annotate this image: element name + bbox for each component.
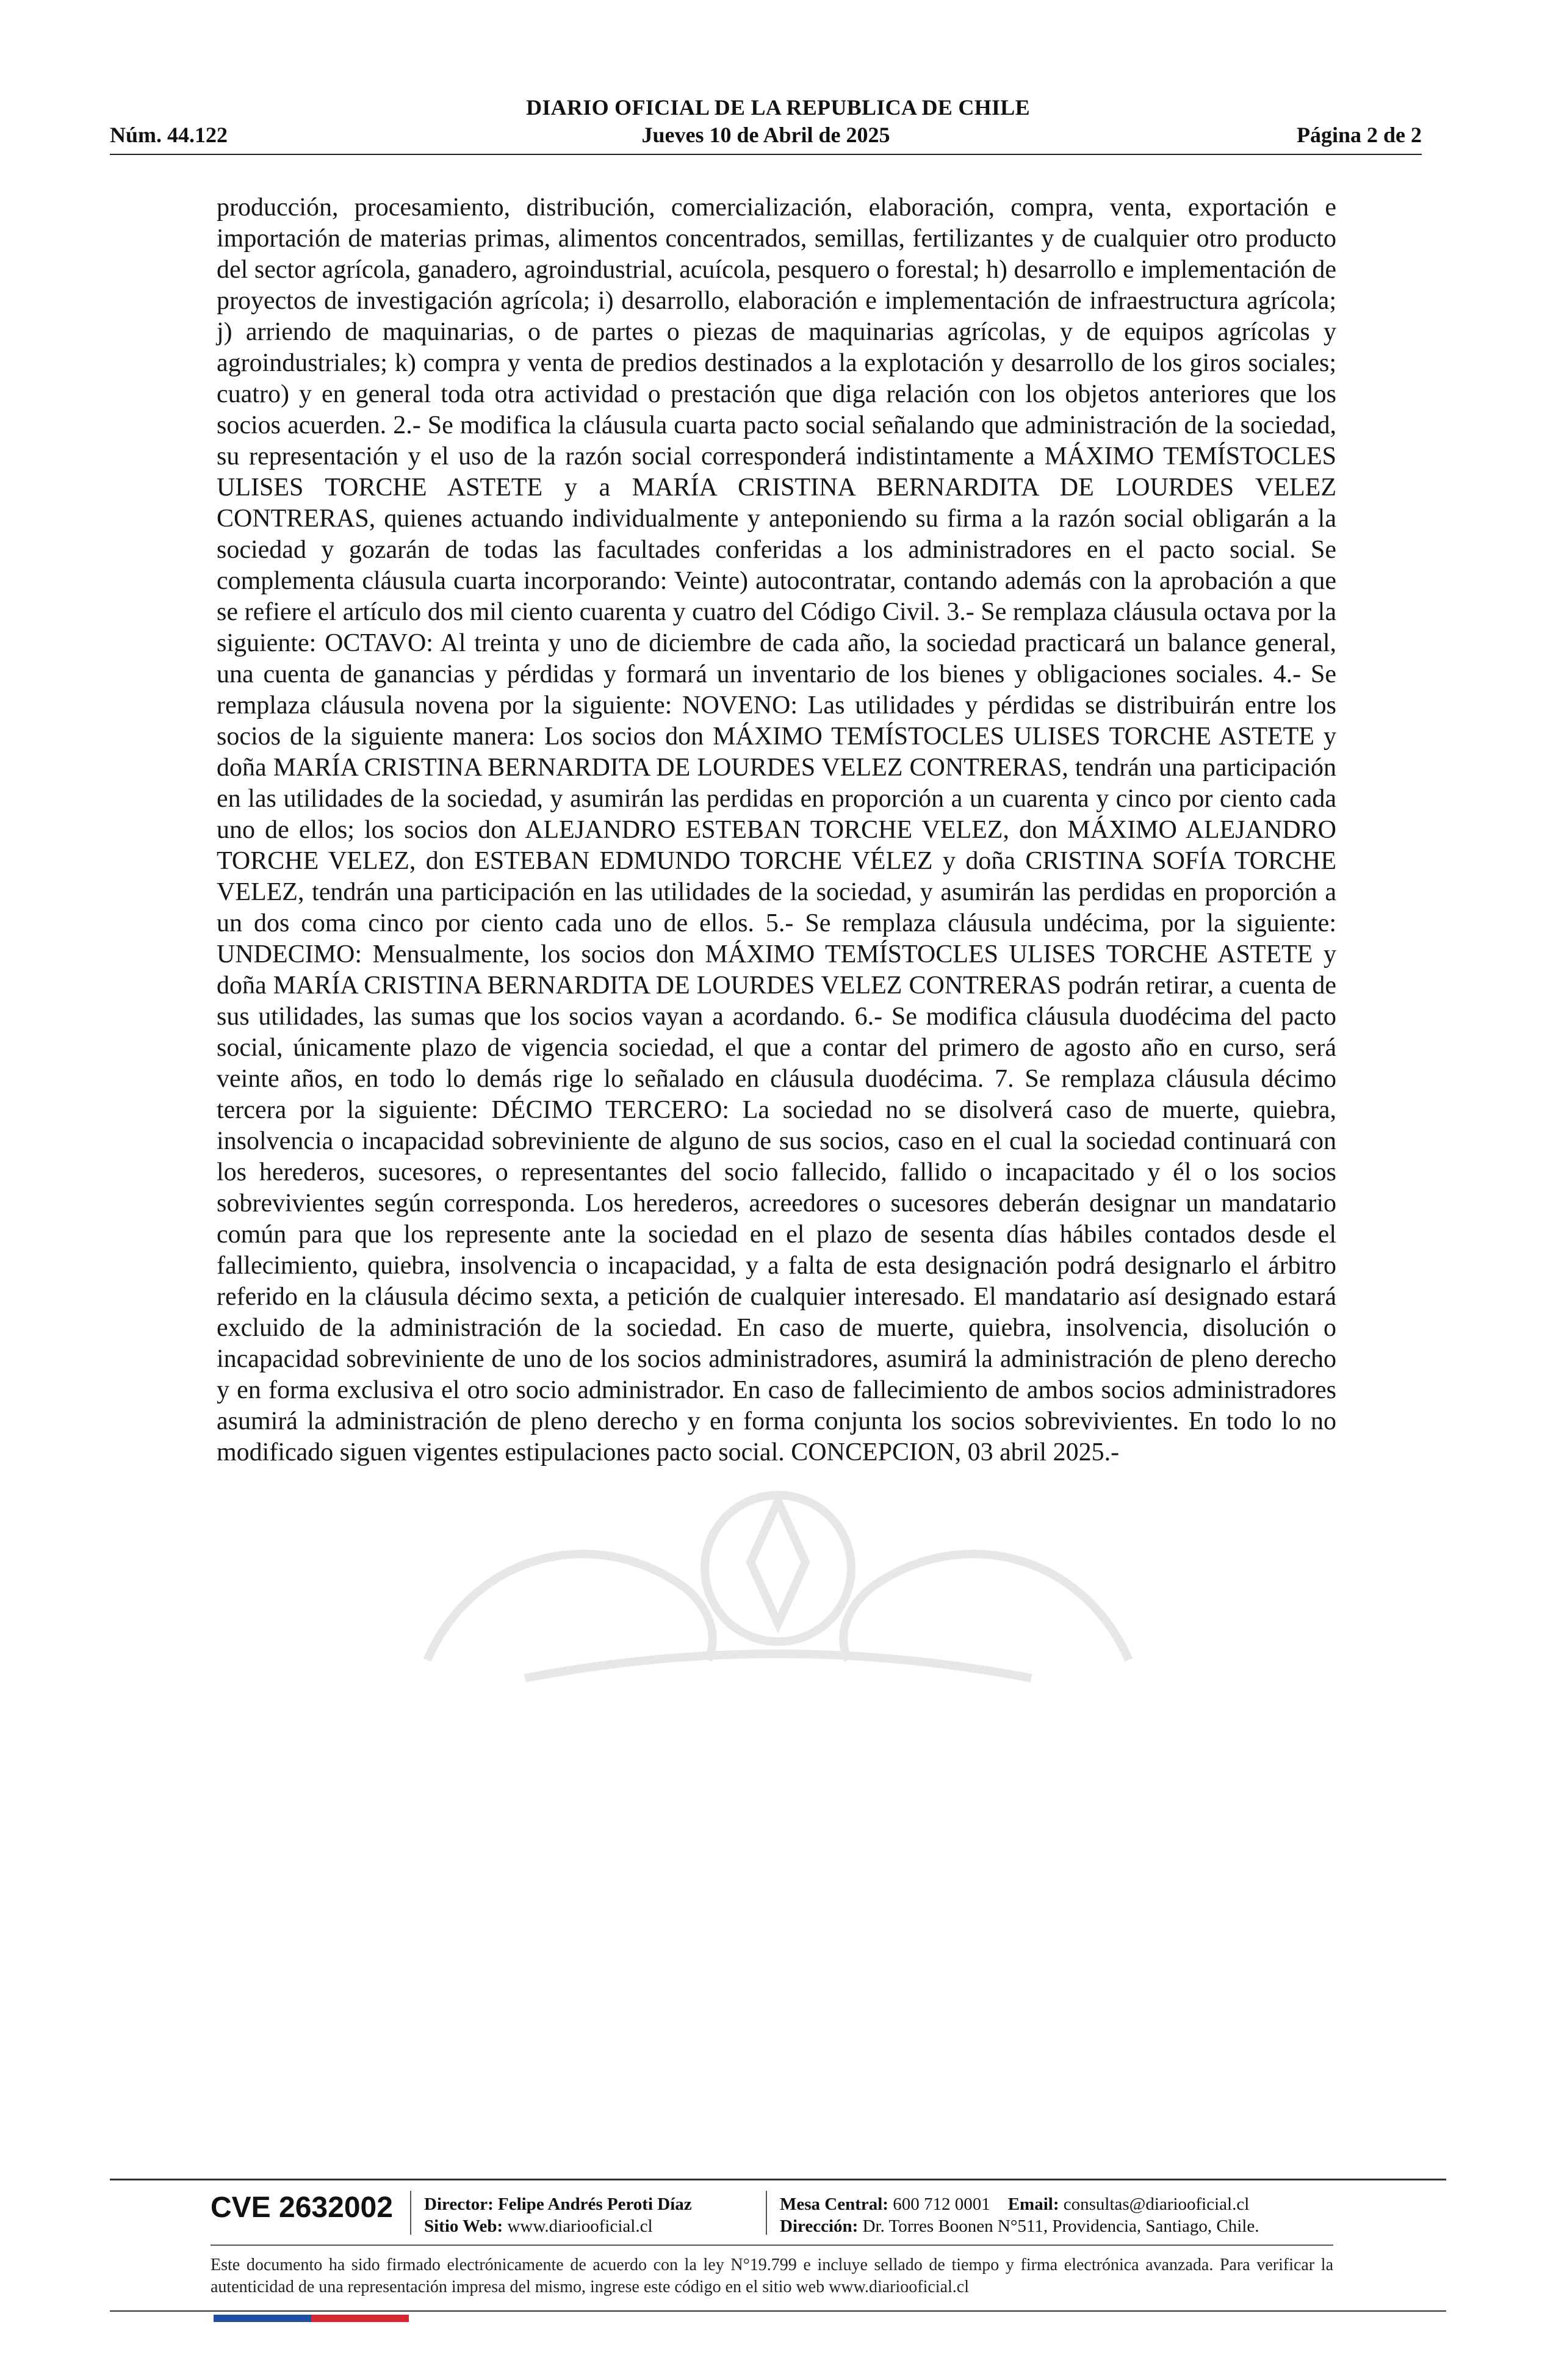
footer-director-block — [424, 2193, 692, 2237]
director-label: Director: — [424, 2194, 494, 2214]
footer-top-rule — [110, 2179, 1446, 2180]
mesa-phone: 600 712 0001 — [893, 2194, 990, 2214]
website-link[interactable]: www.diariooficial.cl — [507, 2216, 653, 2236]
flag-blue-segment — [214, 2315, 311, 2322]
legal-notice-body: producción, procesamiento, distribución, comercialización, elaboración, compra, venta, exportación e importación de materias primas, alimentos concentrados, semillas, fertilizantes y de cualquier otro producto del sector agrícola, ganadero, agroindustrial, acuícola, pesquero o forestal; h) desarrollo e implementación de proyectos de investigación agrícola; i) desarrollo, elaboración e implementación de infraestructura agrícola; j) arriendo de maquinarias, o de partes o piezas de maquinarias agrícolas, y de equipos agrícolas y agroindustriales; k) compra y venta de predios destinados a la explotación y desarrollo de los giros sociales; cuatro) y en general toda otra actividad o prestación que diga relación con los objetos anteriores que los socios acuerden. 2.- Se modifica la cláusula cuarta pacto social señalando que administración de la sociedad, su representación y el uso de la razón social corresponderá indistintamente a MÁXIMO TEMÍSTOCLES ULISES TORCHE ASTETE y a MARÍA CRISTINA BERNARDITA DE LOURDES VELEZ CONTRERAS, quienes actuando individualmente y anteponiendo su firma a la razón social obligarán a la sociedad y gozarán de todas las facultades conferidas a los administradores en el pacto social. Se complementa cláusula cuarta incorporando: Veinte) autocontratar, contando además con la aprobación a que se refiere el artículo dos mil ciento cuarenta y cuatro del Código Civil. 3.- Se remplaza cláusula octava por la siguiente: OCTAVO: Al treinta y uno de diciembre de cada año, la sociedad practicará un balance general, una cuenta de ganancias y pérdidas y formará un inventario de los bienes y obligaciones sociales. 4.- Se remplaza cláusula novena por la siguiente: NOVENO: Las utilidades y pérdidas se distribuirán entre los socios de la siguiente manera: Los socios don MÁXIMO TEMÍSTOCLES ULISES TORCHE ASTETE y doña MARÍA CRISTINA BERNARDITA DE LOURDES VELEZ CONTRERAS, tendrán una participación en las utilidades de la sociedad, y asumirán las perdidas en proporción a un cuarenta y cinco por ciento cada uno de ellos; los socios don ALEJANDRO ESTEBAN TORCHE VELEZ, don MÁXIMO ALEJANDRO TORCHE VELEZ, don ESTEBAN EDMUNDO TORCHE VÉLEZ y doña CRISTINA SOFÍA TORCHE VELEZ, tendrán una participación en las utilidades de la sociedad, y asumirán las perdidas en proporción a un dos coma cinco por ciento cada uno de ellos. 5.- Se remplaza cláusula undécima, por la siguiente: UNDECIMO: Mensualmente, los socios don MÁXIMO TEMÍSTOCLES ULISES TORCHE ASTETE y doña MARÍA CRISTINA BERNARDITA DE LOURDES VELEZ CONTRERAS podrán retirar, a cuenta de sus utilidades, las sumas que los socios vayan a acordando. 6.- Se modifica cláusula duodécima del pacto social, únicamente plazo de vigencia sociedad, el que a contar del primero de agosto año en curso, será veinte años, en todo lo demás rige lo señalado en cláusula duodécima. 7. Se remplaza cláusula décimo tercera por la siguiente: DÉCIMO TERCERO: La sociedad no se disolverá caso de muerte, quiebra, insolvencia o incapacidad sobreviniente de alguno de sus socios, caso en el cual la sociedad continuará con los herederos, sucesores, o representantes del socio fallecido, fallido o incapacitado y él o los socios sobrevivientes según corresponda. Los herederos, acreedores o sucesores deberán designar un mandatario común para que los represente ante la sociedad en el plazo de sesenta días hábiles contados desde el fallecimiento, quiebra, insolvencia o incapacidad, y a falta de esta designación podrá designarlo el árbitro referido en la cláusula décimo sexta, a petición de cualquier interesado. El mandatario así designado estará excluido de la administración de la sociedad. En caso de muerte, quiebra, insolvencia, disolución o incapacidad sobreviniente de uno de los socios administradores, asumirá la administración de pleno derecho y en forma exclusiva el otro socio administrador. En caso de fallecimiento de ambos socios administradores asumirá la administración de pleno derecho y en forma conjunta los socios sobrevivientes. En todo lo no modificado siguen vigentes estipulaciones pacto social. CONCEPCION, 03 abril 2025.- — [217, 193, 1336, 1466]
email-link[interactable]: consultas@diariooficial.cl — [1063, 2194, 1250, 2214]
coat-of-arms-watermark-icon — [342, 1477, 1214, 1709]
website-label: Sitio Web: — [424, 2216, 503, 2236]
footer-contact-block — [780, 2193, 1259, 2237]
page-indicator: Página 2 de 2 — [1296, 123, 1422, 147]
header-row — [110, 122, 1422, 149]
flag-red-segment — [311, 2315, 409, 2322]
issue-number: Núm. 44.122 — [110, 123, 228, 147]
footer-mid-rule — [211, 2245, 1333, 2246]
director-name: Felipe Andrés Peroti Díaz — [498, 2194, 692, 2214]
issue-date: Jueves 10 de Abril de 2025 — [641, 123, 890, 147]
cve-code: CVE 2632002 — [211, 2191, 393, 2224]
mesa-label: Mesa Central: — [780, 2194, 888, 2214]
email-label: Email: — [1007, 2194, 1059, 2214]
address-label: Dirección: — [780, 2216, 859, 2236]
header-divider — [110, 154, 1422, 155]
newspaper-title: DIARIO OFICIAL DE LA REPUBLICA DE CHILE — [526, 95, 1030, 120]
flag-color-bar — [214, 2315, 409, 2322]
footer-bottom-rule — [110, 2310, 1446, 2312]
footer-separator — [766, 2191, 767, 2235]
address-text: Dr. Torres Boonen N°511, Providencia, Santiago, Chile. — [862, 2216, 1259, 2236]
signature-note: Este documento ha sido firmado electrónicamente de acuerdo con la ley N°19.799 e incluye sellado de tiempo y firma electrónica avanzada. Para verificar la autenticidad de una representación impresa del mismo, ingrese este código en el sitio web www.diariooficial.cl — [211, 2256, 1333, 2296]
footer-separator — [410, 2191, 411, 2235]
